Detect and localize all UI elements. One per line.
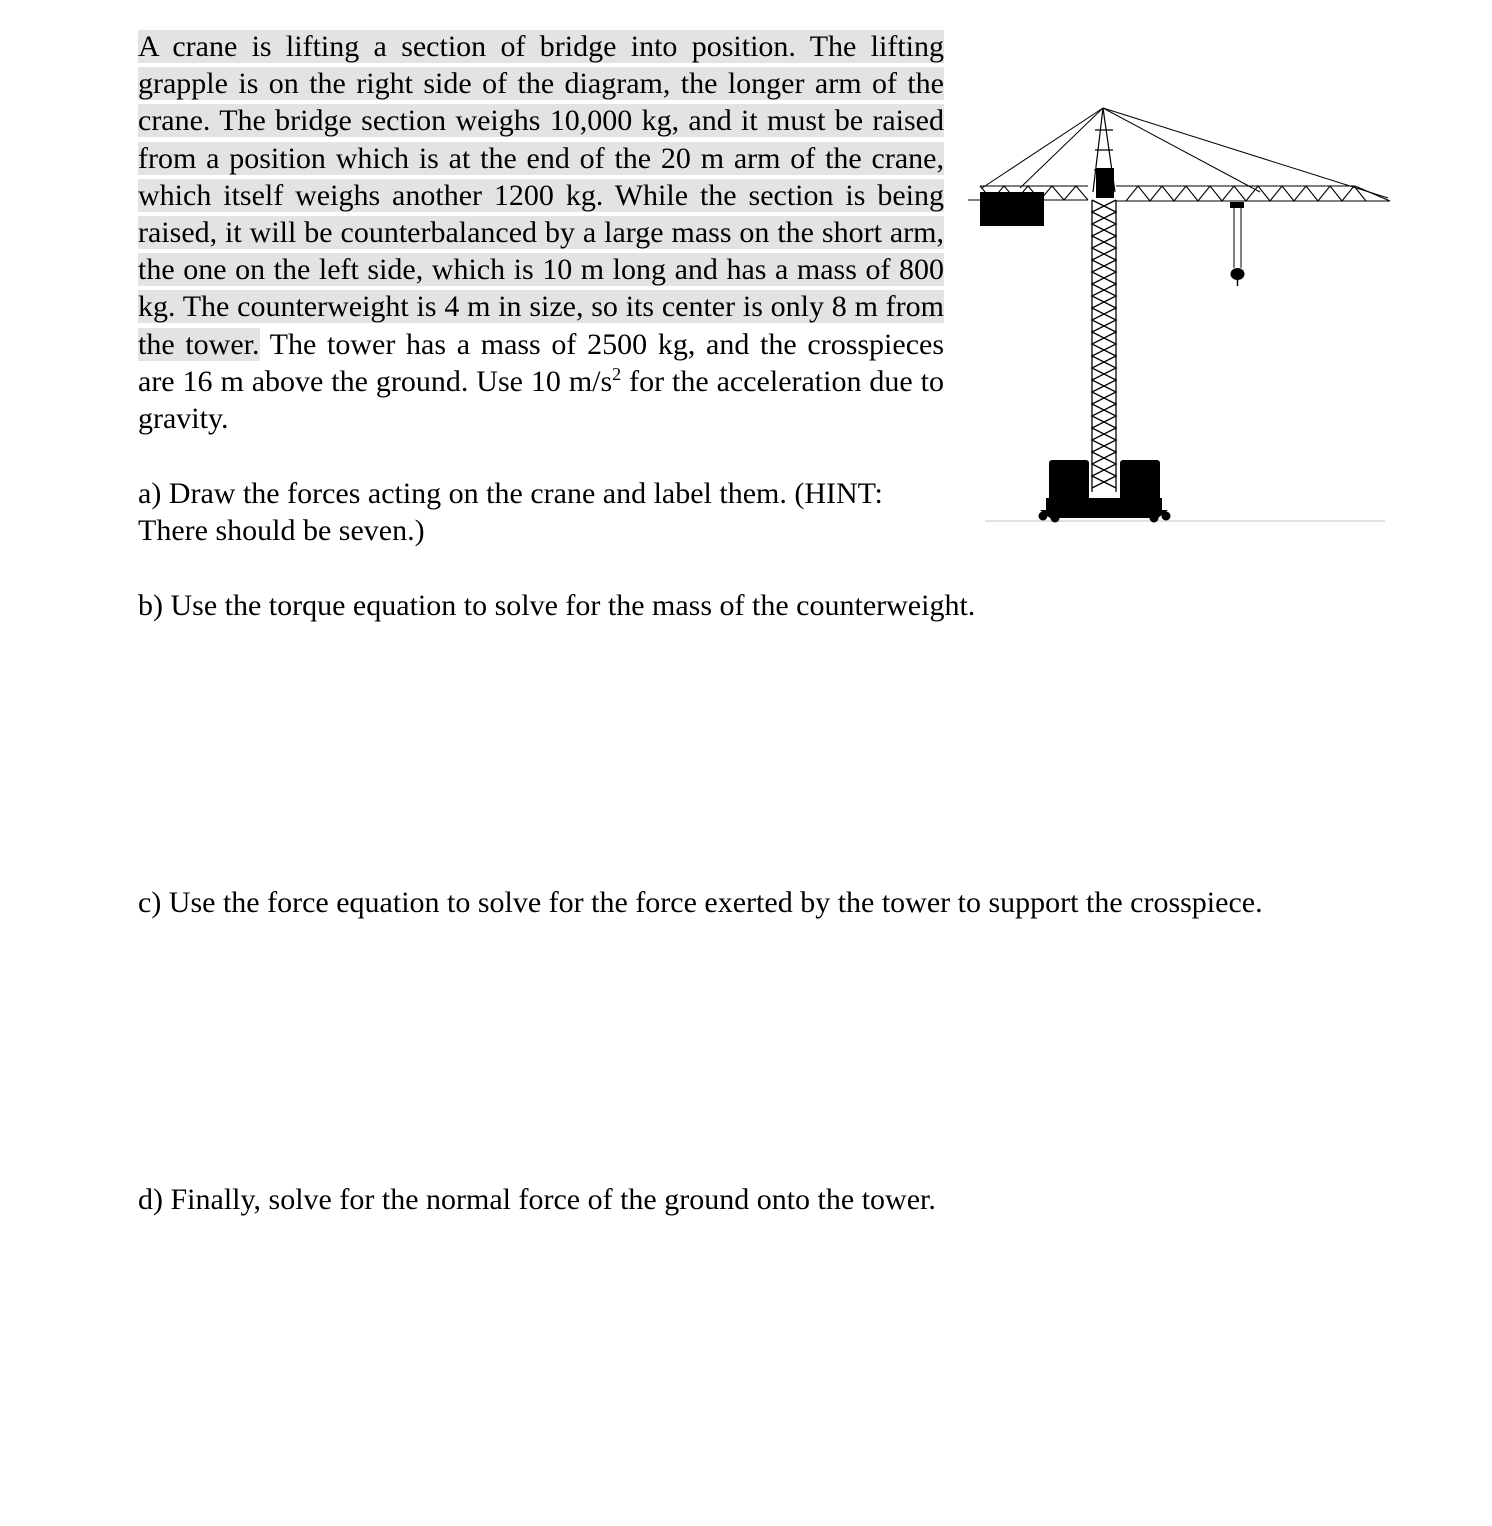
problem-text-end: for the acceleration due to gravity. [138,364,944,436]
question-a: a) Draw the forces acting on the crane and label them. (HINT: There should be seven.) [138,477,883,548]
highlighted-text: A crane is lifting a section of bridge into position. The lifting grapple is on the right side of the diagram, the longer arm of the crane. The bridge section weighs 10,000 kg, and it must be raised from a position which is at the end of the 20 m arm of the crane, which itself weighs another 1200 kg. While the section is being raised, it will be counterbalanced by a large mass on the short arm, the one on the left side, which is 10 m long and has a mass of 800 kg. The counterweight is 4 m in size, so its center is only 8 m from the tower. [138,30,944,361]
operator-cab [1096,168,1114,198]
support-cables [982,108,1388,198]
problem-text-continued: The tower has a mass of 2500 kg, and the crosspieces are 16 m above the ground. Use 10 m/s [138,327,944,398]
wheel-icon [1150,514,1159,523]
tower-crane-illustration [960,100,1395,530]
hook-block-icon [1231,268,1245,280]
problem-statement [138,28,944,437]
question-c: c) Use the force equation to solve for the force exerted by the tower to support the crosspiece. [138,886,1263,919]
tower-mast [1092,200,1116,492]
question-b: b) Use the torque equation to solve for the mass of the counterweight. [138,589,976,622]
wheel-icon [1039,512,1048,521]
question-d: d) Finally, solve for the normal force of the ground onto the tower. [138,1183,936,1216]
exponent-superscript: 2 [612,364,622,385]
wheel-icon [1162,512,1171,521]
wheel-icon [1051,514,1060,523]
trolley-and-hook [1230,202,1245,286]
counterweight [980,192,1044,226]
